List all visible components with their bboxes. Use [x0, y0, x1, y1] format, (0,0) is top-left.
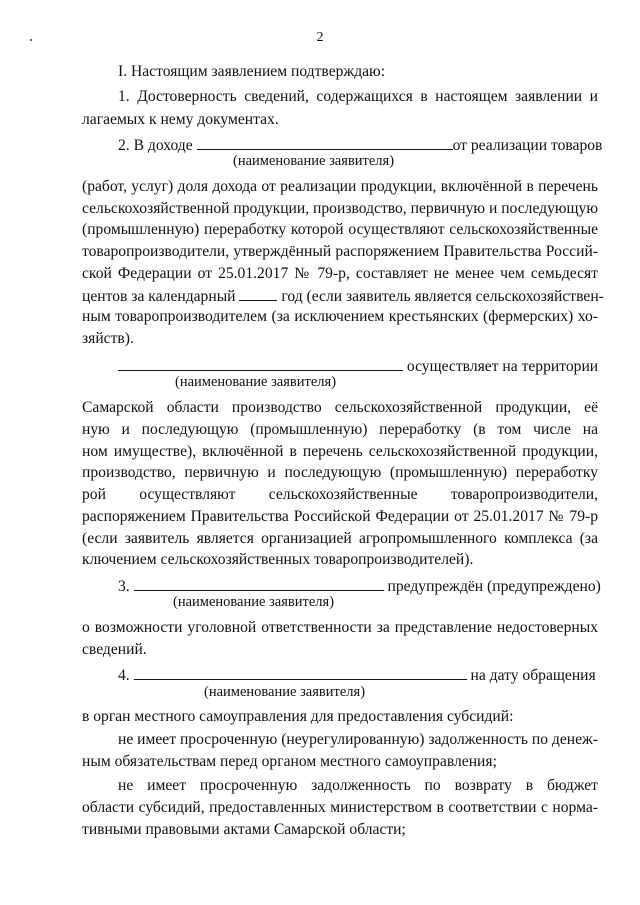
item3-line1: о возможности уголовной ответственности за представление недостоверных	[82, 619, 598, 636]
item2-p2-caption: (наименование заявителя)	[175, 374, 337, 390]
item2-line6	[82, 285, 604, 307]
item2-line6-end: год (если заявитель является сельскохозяйствен-	[281, 288, 604, 305]
item2-m7: (если заявитель является организацией агропромышленного комплекса (за	[82, 530, 598, 547]
item3-caption: (наименование заявителя)	[173, 594, 335, 610]
item2-m5: рой осуществляют сельскохозяйственные товаропроизводители,	[82, 486, 598, 503]
section-title: I. Настоящим заявлением подтверждаю:	[118, 63, 386, 80]
item2-line8: зяйств).	[82, 330, 134, 347]
item4-b1: не имеет просроченную задолженность по возврату в бюджет	[118, 777, 598, 794]
item2-line5: ской Федерации от 25.01.2017 № 79-р, составляет не менее чем семьдесят	[82, 265, 598, 282]
item4-b3: тивными правовыми актами Самарской области;	[82, 821, 406, 838]
item4-a2: ным обязательствам перед органом местного самоуправления;	[82, 753, 497, 770]
item3-tail: предупреждён (предупреждено)	[387, 578, 601, 595]
item4-a1: не имеет просроченную (неурегулированную) задолженность по денеж-	[118, 731, 598, 748]
item4-lead: 4.	[118, 667, 130, 684]
item3-line2: сведений.	[82, 641, 147, 658]
item4-lead-line	[118, 664, 634, 686]
item4-line1: в орган местного самоуправления для предоставления субсидий:	[82, 708, 514, 725]
item2-p2-blank	[118, 355, 403, 371]
item2-line7: ным товаропроизводителем (за исключением крестьянских (фермерских) хо-	[82, 308, 598, 325]
item3-lead: 3.	[118, 578, 130, 595]
item3-blank	[134, 575, 384, 591]
item2-line6-start: центов за календарный	[82, 288, 236, 305]
item2-line1: (работ, услуг) доля дохода от реализации продукции, включённой в перечень	[82, 178, 598, 195]
item1-line2: лагаемых к нему документах.	[82, 111, 279, 128]
item4-blank	[134, 664, 467, 680]
item2-tail: от реализации товаров	[452, 137, 603, 154]
item2-blank	[197, 134, 453, 150]
item2-p2-tail: осуществляет на территории	[406, 358, 599, 375]
item2-m3: ном имуществе), включённой в перечень сельскохозяйственной продукции,	[82, 443, 598, 460]
year-blank	[239, 285, 277, 301]
item2-m4: производство, первичную и последующую (промышленную) переработку	[82, 464, 598, 481]
item1-line1: 1. Достоверность сведений, содержащихся в настоящем заявлении и	[118, 88, 598, 105]
item4-tail: на дату обращения	[470, 667, 596, 684]
item2-caption: (наименование заявителя)	[233, 153, 395, 169]
item2-line2: сельскохозяйственной продукции, производство, первичную и последующую	[82, 200, 598, 217]
item2-lead: 2. В доходе	[118, 137, 193, 154]
page-number: 2	[316, 30, 324, 45]
item2-m2: ную и последующую (промышленную) переработку (в том числе на	[82, 421, 598, 438]
item2-line4: товаропроизводители, утверждённый распоряжением Правительства Россий-	[82, 243, 598, 260]
item2-line3: (промышленную) переработку которой осуществляют сельскохозяйственные	[82, 221, 598, 238]
item4-b2: области субсидий, предоставленных министерством в соответствии с норма-	[82, 799, 598, 816]
item2-m6: распоряжением Правительства Российской Федерации от 25.01.2017 № 79-р	[82, 508, 598, 525]
item2-m8: ключением сельскохозяйственных товаропроизводителей).	[82, 551, 474, 568]
item2-m1: Самарской области производство сельскохозяйственной продукции, её	[82, 399, 598, 416]
item4-caption: (наименование заявителя)	[204, 684, 366, 700]
